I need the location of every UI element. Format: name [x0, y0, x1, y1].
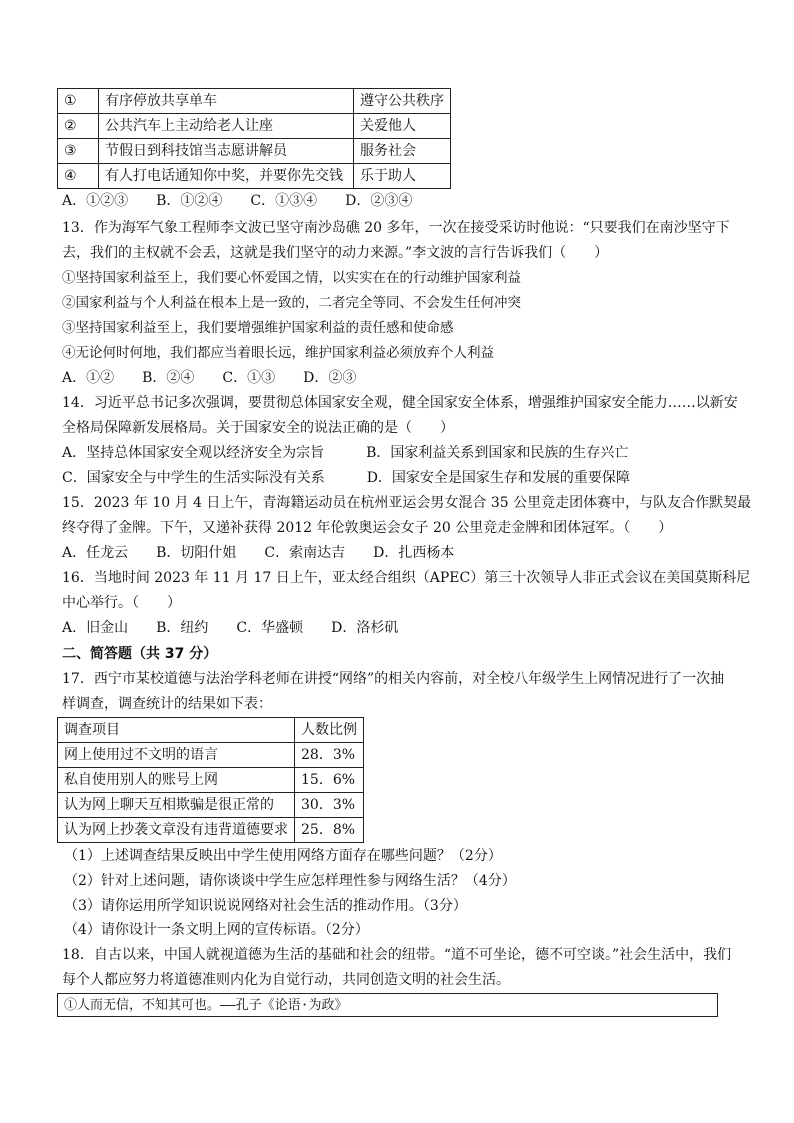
table-cell-value: 服务社会 — [354, 139, 451, 164]
q13-options: A．①② B．②④ C．①③ D．②③ — [62, 370, 357, 386]
q17-sub-1: （1）上述调查结果反映出中学生使用网络方面存在哪些问题？（2分） — [64, 848, 502, 864]
q18-quote-box: ①人而无信，不知其可也。——孔子《论语·为政》 — [57, 993, 718, 1017]
q17-sub-3: （3）请你运用所学知识说说网络对社会生活的推动作用。（3分） — [64, 898, 467, 914]
survey-table — [57, 717, 364, 843]
q15-stem-line1: 15．2023 年 10 月 4 日上午，青海籍运动员在杭州亚运会男女混合 35 公里竞走团体赛中，与队友合作默契最 — [62, 495, 752, 511]
table-cell: 25．8% — [295, 818, 364, 843]
table-row — [58, 139, 451, 164]
table-cell-num: ① — [58, 89, 99, 114]
behavior-value-table — [57, 88, 451, 189]
q18-stem-line1: 18．自古以来，中国人就视道德为生活的基础和社会的纽带。“道不可坐论，德不可空谈。”社会生活中，我们 — [62, 947, 732, 963]
table-header-cell: 人数比例 — [295, 718, 364, 743]
q15-stem-line2: 终夺得了金牌。下午，又递补获得 2012 年伦敦奥运会女子 20 公里竞走金牌和团体冠军。（ ） — [62, 520, 673, 536]
q17-sub-4: （4）请你设计一条文明上网的宣传标语。（2分） — [64, 922, 369, 938]
table-cell: 网上使用过不文明的语言 — [58, 743, 295, 768]
table-cell-num: ④ — [58, 164, 99, 189]
q13-statement-3: ③坚持国家利益至上，我们要增强维护国家利益的责任感和使命感 — [62, 320, 454, 336]
table-header-row — [58, 718, 364, 743]
q18-stem-line2: 每个人都应努力将道德准则内化为自觉行动，共同创造文明的社会生活。 — [62, 972, 510, 988]
q16-stem-line1: 16．当地时间 2023 年 11 月 17 日上午，亚太经合组织（APEC）第三十次领导人非正式会议在美国莫斯科尼 — [62, 570, 751, 586]
table-row — [58, 743, 364, 768]
table-header-cell: 调查项目 — [58, 718, 295, 743]
q13-stem-line1: 13．作为海军气象工程师李文波已坚守南沙岛礁 20 多年，一次在接受采访时他说：“只要我们在南沙坚守下 — [62, 220, 730, 236]
q16-stem-line2: 中心举行。（ ） — [62, 595, 181, 611]
table-row — [58, 793, 364, 818]
table-cell-value: 关爱他人 — [354, 114, 451, 139]
q14-stem-line1: 14．习近平总书记多次强调，要贯彻总体国家安全观，健全国家安全体系，增强维护国家安全能力……以新安 — [62, 395, 738, 411]
table-cell-num: ② — [58, 114, 99, 139]
table-cell: 30．3% — [295, 793, 364, 818]
q13-statement-2: ②国家利益与个人利益在根本上是一致的，二者完全等同、不会发生任何冲突 — [62, 295, 521, 311]
q13-stem-line2: 去，我们的主权就不会丢，这就是我们坚守的动力来源。”李文波的言行告诉我们（ ） — [62, 245, 609, 261]
table-row — [58, 114, 451, 139]
table-cell-num: ③ — [58, 139, 99, 164]
table-cell-desc: 有序停放共享单车 — [99, 89, 354, 114]
table-row — [58, 768, 364, 793]
table-cell-desc: 有人打电话通知你中奖，并要你先交钱 — [99, 164, 354, 189]
table-cell-desc: 节假日到科技馆当志愿讲解员 — [99, 139, 354, 164]
table-cell: 私自使用别人的账号上网 — [58, 768, 295, 793]
q14-options-ab: A．坚持总体国家安全观以经济安全为宗旨 B．国家利益关系到国家和民族的生存兴亡 — [62, 445, 629, 461]
table-row — [58, 818, 364, 843]
table-cell: 认为网上聊天互相欺骗是很正常的 — [58, 793, 295, 818]
q12-options: A．①②③ B．①②④ C．①③④ D．②③④ — [62, 193, 413, 209]
q14-stem-line2: 全格局保障新发展格局。关于国家安全的说法正确的是（ ） — [62, 420, 454, 436]
table-cell-value: 乐于助人 — [354, 164, 451, 189]
section-title: 二、简答题（共 37 分） — [62, 646, 218, 662]
table-cell: 15．6% — [295, 768, 364, 793]
q15-options: A．任龙云 B．切阳什姐 C．索南达吉 D．扎西杨本 — [62, 545, 455, 561]
q16-options: A．旧金山 B．纽约 C．华盛顿 D．洛杉矶 — [62, 620, 399, 636]
q17-stem-line2: 样调查，调查统计的结果如下表： — [62, 696, 272, 712]
table-row — [58, 89, 451, 114]
table-cell: 28．3% — [295, 743, 364, 768]
q14-options-cd: C．国家安全与中学生的生活实际没有关系 D．国家安全是国家生存和发展的重要保障 — [62, 470, 630, 486]
q17-sub-2: （2）针对上述问题，请你谈谈中学生应怎样理性参与网络生活？（4分） — [64, 873, 516, 889]
q13-statement-4: ④无论何时何地，我们都应当着眼长远，维护国家利益必须放弃个人利益 — [62, 345, 494, 361]
table-cell-desc: 公共汽车上主动给老人让座 — [99, 114, 354, 139]
table-cell: 认为网上抄袭文章没有违背道德要求 — [58, 818, 295, 843]
q13-statement-1: ①坚持国家利益至上，我们要心怀爱国之情，以实实在在的行动维护国家利益 — [62, 270, 521, 286]
table-cell-value: 遵守公共秩序 — [354, 89, 451, 114]
q17-stem-line1: 17．西宁市某校道德与法治学科老师在讲授“网络”的相关内容前，对全校八年级学生上网情况进行了一次抽 — [62, 671, 725, 687]
table-row — [58, 164, 451, 189]
